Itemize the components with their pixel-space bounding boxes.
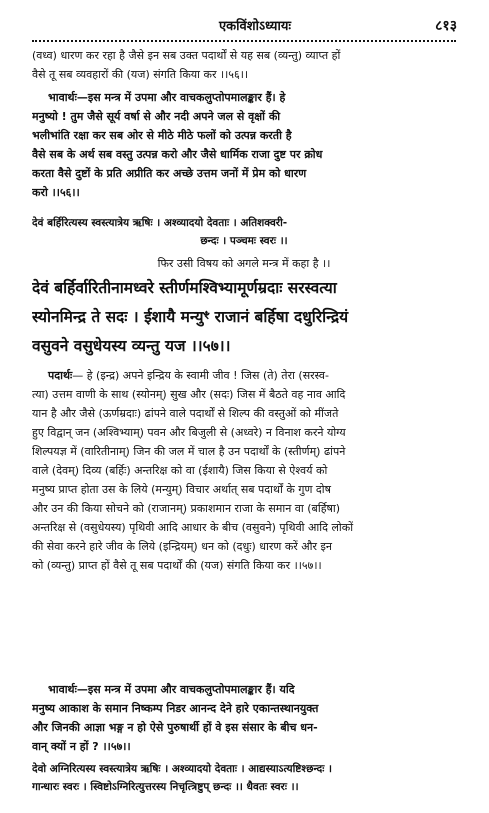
text-line: भलीभांति रक्षा कर सब ओर से मीठे मीठे फलों को उत्पन्न करती है [32, 129, 292, 142]
text-line: मनुष्य प्राप्त होता उस के लिये (मन्युम्) विचार अर्थात् सब पदार्थों के गुण दोष [32, 483, 331, 496]
text-line: भावार्थः—इस मन्त्र में उपमा और वाचकलुप्तोपमालङ्कार हैं। हे [48, 91, 286, 104]
mantra-verse-57 [32, 274, 456, 361]
text-line: मनुष्यो ! तुम जैसे सूर्य वर्षा से और नदी अपने जल से वृक्षों की [32, 110, 281, 123]
text-line: हुए विद्वान् जन (अश्विभ्याम्) पवन और बिजुली से (अध्वरे) न विनाश करने योग्य [32, 426, 346, 439]
bhavartha-label: भावार्थः [48, 91, 77, 104]
text-line: की सेवा करने हारे जीव के लिये (इन्द्रियम्) धन को (दधुः) धारण करें और इन [32, 540, 333, 553]
text-line: वान् क्यों न हों ? ।।५७।। [32, 740, 131, 753]
text-line: वाले (देवम्) दिव्य (बर्हिः) अन्तरिक्ष को वा (ईशायै) जिस किया से ऐश्वर्य को [32, 464, 328, 477]
bhavartha-paragraph-56 [32, 88, 456, 202]
text-line: पदार्थः— हे (इन्द्र) अपने इन्द्रिय के स्वामी जीव ! जिस (ते) तेरा (सरस्व- [48, 369, 330, 382]
text-line: भावार्थः—इस मन्त्र में उपमा और वाचकलुप्तोपमालङ्कार हैं। यदि [48, 683, 295, 696]
chapter-title: एकविंशोऽध्यायः [218, 19, 291, 34]
page-header [0, 16, 489, 36]
text-line: शिल्पयज्ञ में (वारितीनाम्) जिन की जल में चाल है उन पदार्थों के (स्तीर्णम्) ढांपने [32, 445, 346, 458]
continuation-paragraph [32, 46, 456, 84]
bhavartha-paragraph-57 [32, 680, 456, 756]
text-line: देवो अग्निरित्यस्य स्वस्त्यात्रेय ऋषिः । अश्व्यादयो देवताः । आद्यस्याऽत्यष्टिश्छन्दः । [32, 763, 333, 775]
text-line: (वध्व) धारण कर रहा है जैसे इन सब उक्त पदार्थों से यह सब (व्यन्तु) व्याप्त हों [32, 49, 341, 62]
text-line: करो ।।५६।। [32, 186, 80, 199]
mantra-metadata-57 [32, 214, 456, 250]
text-line: और जिनकी आज्ञा भङ्ग न हो ऐसे पुरुषार्थी हों वे इस संसार के बीच धन- [32, 721, 318, 734]
bhavartha-label: भावार्थः [48, 683, 77, 696]
text-line: करता वैसे दुष्टों के प्रति अप्रीति कर अच्छे उत्तम जनों में प्रेम को धारण [32, 167, 307, 180]
text-line: वैसे सब के अर्थ सब वस्तु उत्पन्न करो और जैसे धार्मिक राजा दुष्ट पर क्रोध [32, 148, 323, 161]
verse-line: देवं बर्हिर्वारितीनामध्वरे स्तीर्णमश्विभ्यामूर्णम्रदाः सरस्वत्या [32, 279, 337, 297]
text-line: त्या) उत्तम वाणी के साथ (स्योनम्) सुख और (सदः) जिस में बैठते वह नाव आदि [32, 388, 346, 401]
mantra-metadata-58 [32, 760, 456, 796]
text-line: अन्तरिक्ष से (वसुधेयस्य) पृथिवी आदि आधार के बीच (वसुवने) पृथिवी आदि लोकों [32, 521, 354, 534]
header-divider [32, 40, 456, 45]
text-line: गान्धारः स्वरः । स्विष्टोऽग्निरित्युत्तरस्य निचृत्त्रिष्टुप् छन्दः ।। धैवतः स्वरः ।। [32, 781, 299, 793]
padartha-paragraph-57 [32, 366, 456, 575]
page-number: ८१३ [435, 18, 457, 34]
text-line: वैसे तू सब व्यवहारों की (यज) संगति किया कर ।।५६।। [32, 68, 249, 81]
text-line: देवं बर्हिरित्यस्य स्वस्त्यात्रेय ऋषिः । अश्व्यादयो देवताः । अतिशक्वरी- [32, 217, 288, 229]
section-intro [32, 254, 456, 273]
verse-line: स्योनमिन्द्र ते सदः । ईशायै मन्युꣳ राजानं बर्हिषा दधुरिन्द्रियं [32, 308, 349, 326]
text-line: मनुष्य आकाश के समान निष्कम्प निडर आनन्द देने हारे एकान्तस्थानयुक्त [32, 702, 319, 715]
text-line: छन्दः । पञ्चमः स्वरः ।। [200, 235, 288, 247]
verse-line: वसुवने वसुधेयस्य व्यन्तु यज ।।५७।। [32, 337, 231, 355]
text-line: और उन की किया सोचने को (राजानम्) प्रकाशमान राजा के समान वा (बर्हिषा) [32, 502, 341, 515]
text-line: फिर उसी विषय को अगले मन्त्र में कहा है ।। [157, 257, 331, 270]
padartha-label: पदार्थः [48, 369, 73, 382]
text-line: को (व्यन्तु) प्राप्त हों वैसे तू सब पदार्थों की (यज) संगति किया कर ।।५७।। [32, 559, 322, 572]
text-line: यान है और जैसे (ऊर्णम्रदाः) ढांपने वाले पदार्थों से शिल्प की वस्तुओं को मींजते [32, 407, 339, 420]
